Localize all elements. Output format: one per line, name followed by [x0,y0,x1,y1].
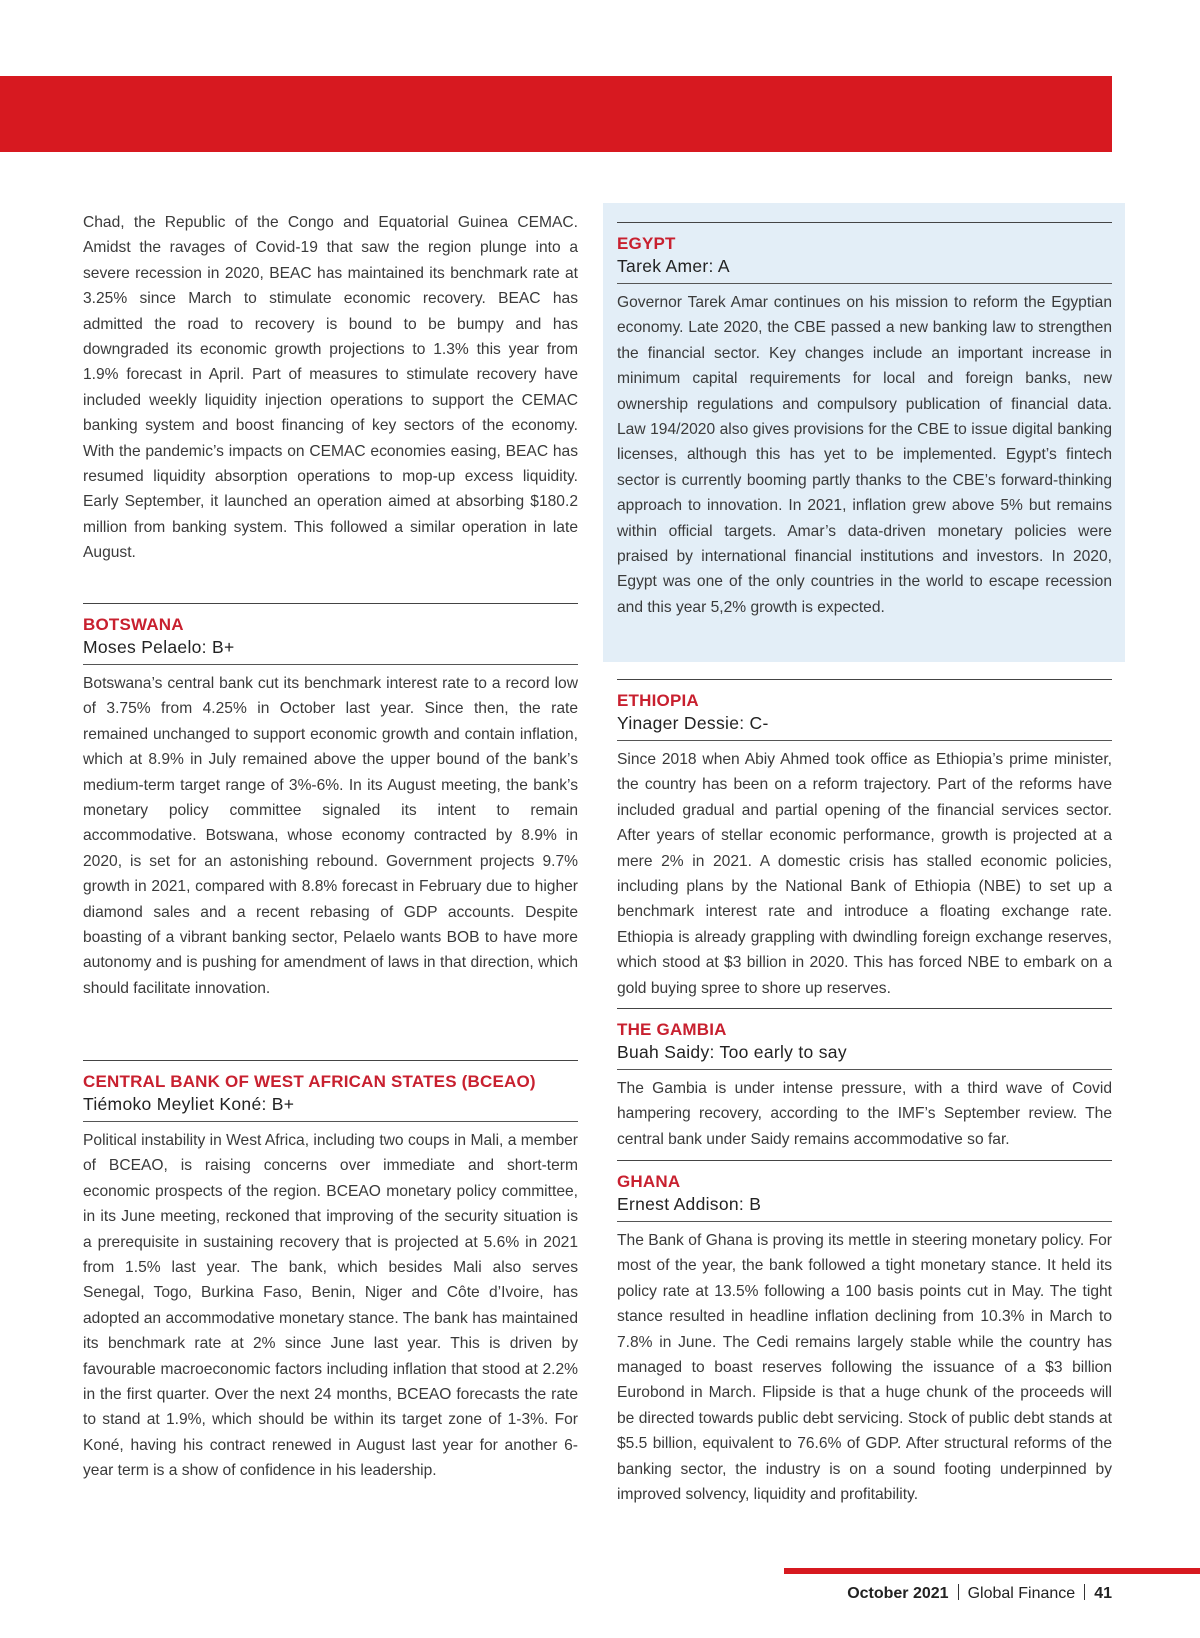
governor-divider [617,283,1112,284]
section-divider [617,222,1112,223]
page-footer [784,1568,1200,1608]
section-ethiopia [617,679,1112,1001]
governor-grade: Moses Pelaelo: B+ [83,637,235,657]
governor-divider [83,1121,578,1122]
header-banner [0,76,1112,152]
section-paragraph: Botswana’s central bank cut its benchmark interest rate to a record low of 3.75% from 4.25% in October last year. Since then, the rate remained unchanged to support economic growth and contain inflation, which at 8.9% in July remained above the upper bound of the bank’s medium-term target range of 3%-6%. In its August meeting, the bank’s monetary policy committee signaled its intent to remain accommodative. Botswana, whose economy contracted by 8.9% in 2020, is set for an astonishing rebound. Government projects 9.7% growth in 2021, compared with 8.8% forecast in February due to higher diamond sales and a recent rebasing of GDP accounts. Despite boasting of a vibrant banking sector, Pelaelo wants BOB to have more autonomy and is pushing for amendment of laws in that direction, which should facilitate innovation. [83,675,578,997]
section-divider [617,679,1112,680]
intro-block [83,210,578,566]
country-heading: ETHIOPIA [617,691,699,710]
section-paragraph: Since 2018 when Abiy Ahmed took office as Ethiopia’s prime minister, the country has been on a reform trajectory. Part of the reforms have included gradual and partial opening of the financial services sector. After years of stellar economic performance, growth is projected at a mere 2% in 2021. A domestic crisis has stalled economic policies, including plans by the National Bank of Ethiopia (NBE) to set up a benchmark interest rate and introduce a floating exchange rate. Ethiopia is already grappling with dwindling foreign exchange reserves, which stood at $3 billion in 2020. This has forced NBE to embark on a gold buying spree to shore up reserves. [617,751,1112,997]
governor-divider [617,740,1112,741]
section-divider [83,603,578,604]
governor-divider [617,1069,1112,1070]
intro-paragraph: Chad, the Republic of the Congo and Equatorial Guinea CEMAC. Amidst the ravages of Covid-19 that saw the region plunge into a severe recession in 2020, BEAC has maintained its benchmark rate at 3.25% since March to stimulate economic recovery. BEAC has admitted the road to recovery is bound to be bumpy and has downgraded its economic growth projections to 1.3% this year from 1.9% forecast in April. Part of measures to stimulate recovery have included weekly liquidity injection operations to support the CEMAC banking system and boost financing of key sectors of the economy. With the pandemic’s impacts on CEMAC economies easing, BEAC has resumed liquidity absorption operations to mop-up excess liquidity. Early September, it launched an operation aimed at absorbing $180.2 million from banking system. This followed a similar operation in late August. [83,214,578,562]
governor-divider [83,664,578,665]
section-paragraph: The Gambia is under intense pressure, with a third wave of Covid hampering recovery, according to the IMF’s September review. The central bank under Saidy remains accommodative so far. [617,1080,1112,1148]
governor-grade: Tiémoko Meyliet Koné: B+ [83,1094,295,1114]
country-heading: BOTSWANA [83,615,184,634]
issue-date: October 2021 [847,1585,949,1602]
country-heading: GHANA [617,1172,681,1191]
section-bceao [83,1060,578,1484]
section-divider [617,1008,1112,1009]
governor-grade: Yinager Dessie: C- [617,713,769,733]
section-divider [617,1160,1112,1161]
footer-separator [958,1584,959,1600]
publication-name: Global Finance [967,1585,1076,1602]
footer-line [847,1584,1112,1603]
page-number: 41 [1094,1585,1112,1602]
footer-accent-bar [784,1568,1200,1574]
section-paragraph: The Bank of Ghana is proving its mettle in steering monetary policy. For most of the year, the bank followed a tight monetary stance. It held its policy rate at 13.5% following a 100 basis points cut in May. The tight stance resulted in headline inflation declining from 10.3% in March to 7.8% in June. The Cedi remains largely stable while the country has managed to boast reserves following the issuance of a $3 billion Eurobond in March. Flipside is that a huge chunk of the proceeds will be directed towards public debt servicing. Stock of public debt stands at $5.5 billion, equivalent to 76.6% of GDP. After structural reforms of the banking sector, the industry is on a sound footing underpinned by improved solvency, liquidity and profitability. [617,1232,1112,1504]
governor-grade: Buah Saidy: Too early to say [617,1042,847,1062]
governor-grade: Ernest Addison: B [617,1194,762,1214]
section-egypt [617,222,1112,620]
section-ghana [617,1160,1112,1507]
footer-separator [1084,1584,1085,1600]
governor-grade: Tarek Amer: A [617,256,730,276]
country-heading: THE GAMBIA [617,1020,727,1039]
section-paragraph: Political instability in West Africa, including two coups in Mali, a member of BCEAO, is raising concerns over immediate and short-term economic prospects of the region. BCEAO monetary policy committee, in its June meeting, reckoned that improving of the security situation is a prerequisite in sustaining recovery that is projected at 5.6% in 2021 from 1.5% last year. The bank, which besides Mali also serves Senegal, Togo, Burkina Faso, Benin, Niger and Côte d’Ivoire, has adopted an accommodative monetary stance. The bank has maintained its benchmark rate at 2% since June last year. This is driven by favourable macroeconomic factors including inflation that stood at 2.2% in the first quarter. Over the next 24 months, BCEAO forecasts the rate to stand at 1.9%, which should be within its target zone of 1-3%. For Koné, having his contract renewed in August last year for another 6-year term is a show of confidence in his leadership. [83,1132,578,1480]
country-heading: CENTRAL BANK OF WEST AFRICAN STATES (BCEAO) [83,1072,536,1091]
section-paragraph: Governor Tarek Amar continues on his mission to reform the Egyptian economy. Late 2020, the CBE passed a new banking law to strengthen the financial sector. Key changes include an important increase in minimum capital requirements for local and foreign banks, new ownership regulations and compulsory publication of financial data. Law 194/2020 also gives provisions for the CBE to issue digital banking licenses, although this has yet to be implemented. Egypt’s fintech sector is currently booming partly thanks to the CBE’s forward-thinking approach to innovation. In 2021, inflation grew above 5% but remains within official targets. Amar’s data-driven monetary policies were praised by international financial institutions and investors. In 2020, Egypt was one of the only countries in the world to escape recession and this year 5,2% growth is expected. [617,294,1112,616]
section-divider [83,1060,578,1061]
section-gambia [617,1008,1112,1152]
country-heading: EGYPT [617,234,676,253]
governor-divider [617,1221,1112,1222]
section-botswana [83,603,578,1001]
